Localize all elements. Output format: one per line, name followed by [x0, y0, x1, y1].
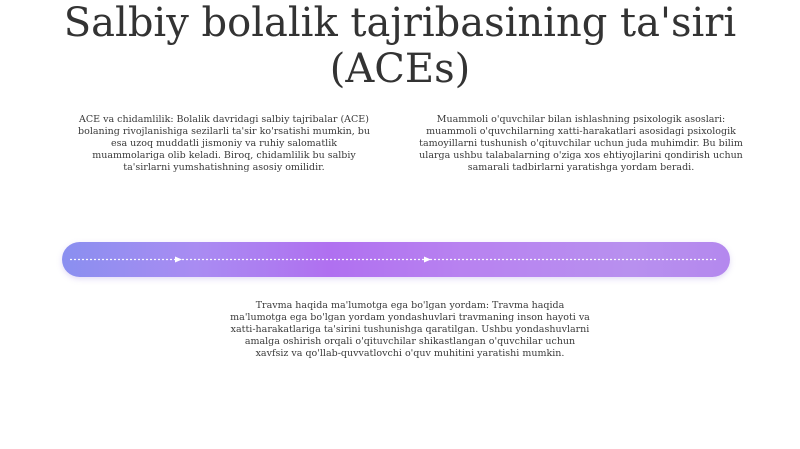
slide-title: Salbiy bolalik tajribasining ta'siri (ACEs) [63, 0, 737, 92]
arrow-right-icon [424, 257, 431, 263]
arrow-right-icon [175, 257, 182, 263]
text-block-ace-resilience: ACE va chidamlilik: Bolalik davridagi salbiy tajribalar (ACE) bolaning rivojlanishiga sezilarli ta'sir ko'rsatishi mumkin, bu esa uzoq muddatli jismoniy va ruhiy salomatlik muammolariga olib keladi. Biroq, chidamlilik bu salbiy ta'sirlarni yumshatishning asosiy omilidir. [78, 114, 370, 173]
text-block-trauma-informed-support: Travma haqida ma'lumotga ega bo'lgan yordam: Travma haqida ma'lumotga ega bo'lgan yordam yondashuvlari travmaning inson hayoti va xatti-harakatlariga ta'sirini tushunishga qaratilgan. Ushbu yondashuvlarni amalga oshirish orqali o'qituvchilar shikastlangan o'quvchilar uchun xavfsiz va qo'llab-quvvatlovchi o'quv muhitini yaratishi mumkin. [230, 300, 590, 359]
timeline-dashed-line [62, 242, 730, 277]
timeline-bar [62, 242, 730, 277]
text-block-psychological-foundations: Muammoli o'quvchilar bilan ishlashning psixologik asoslari: muammoli o'quvchilarning xatti-harakatlari asosidagi psixologik tamoyillarni tushunish o'qituvchilar uchun juda muhimdir. Bu bilim ularga ushbu talabalarning o'ziga xos ehtiyojlarini qondirish uchun samarali tadbirlarni yaratishga yordam beradi. [419, 114, 743, 173]
